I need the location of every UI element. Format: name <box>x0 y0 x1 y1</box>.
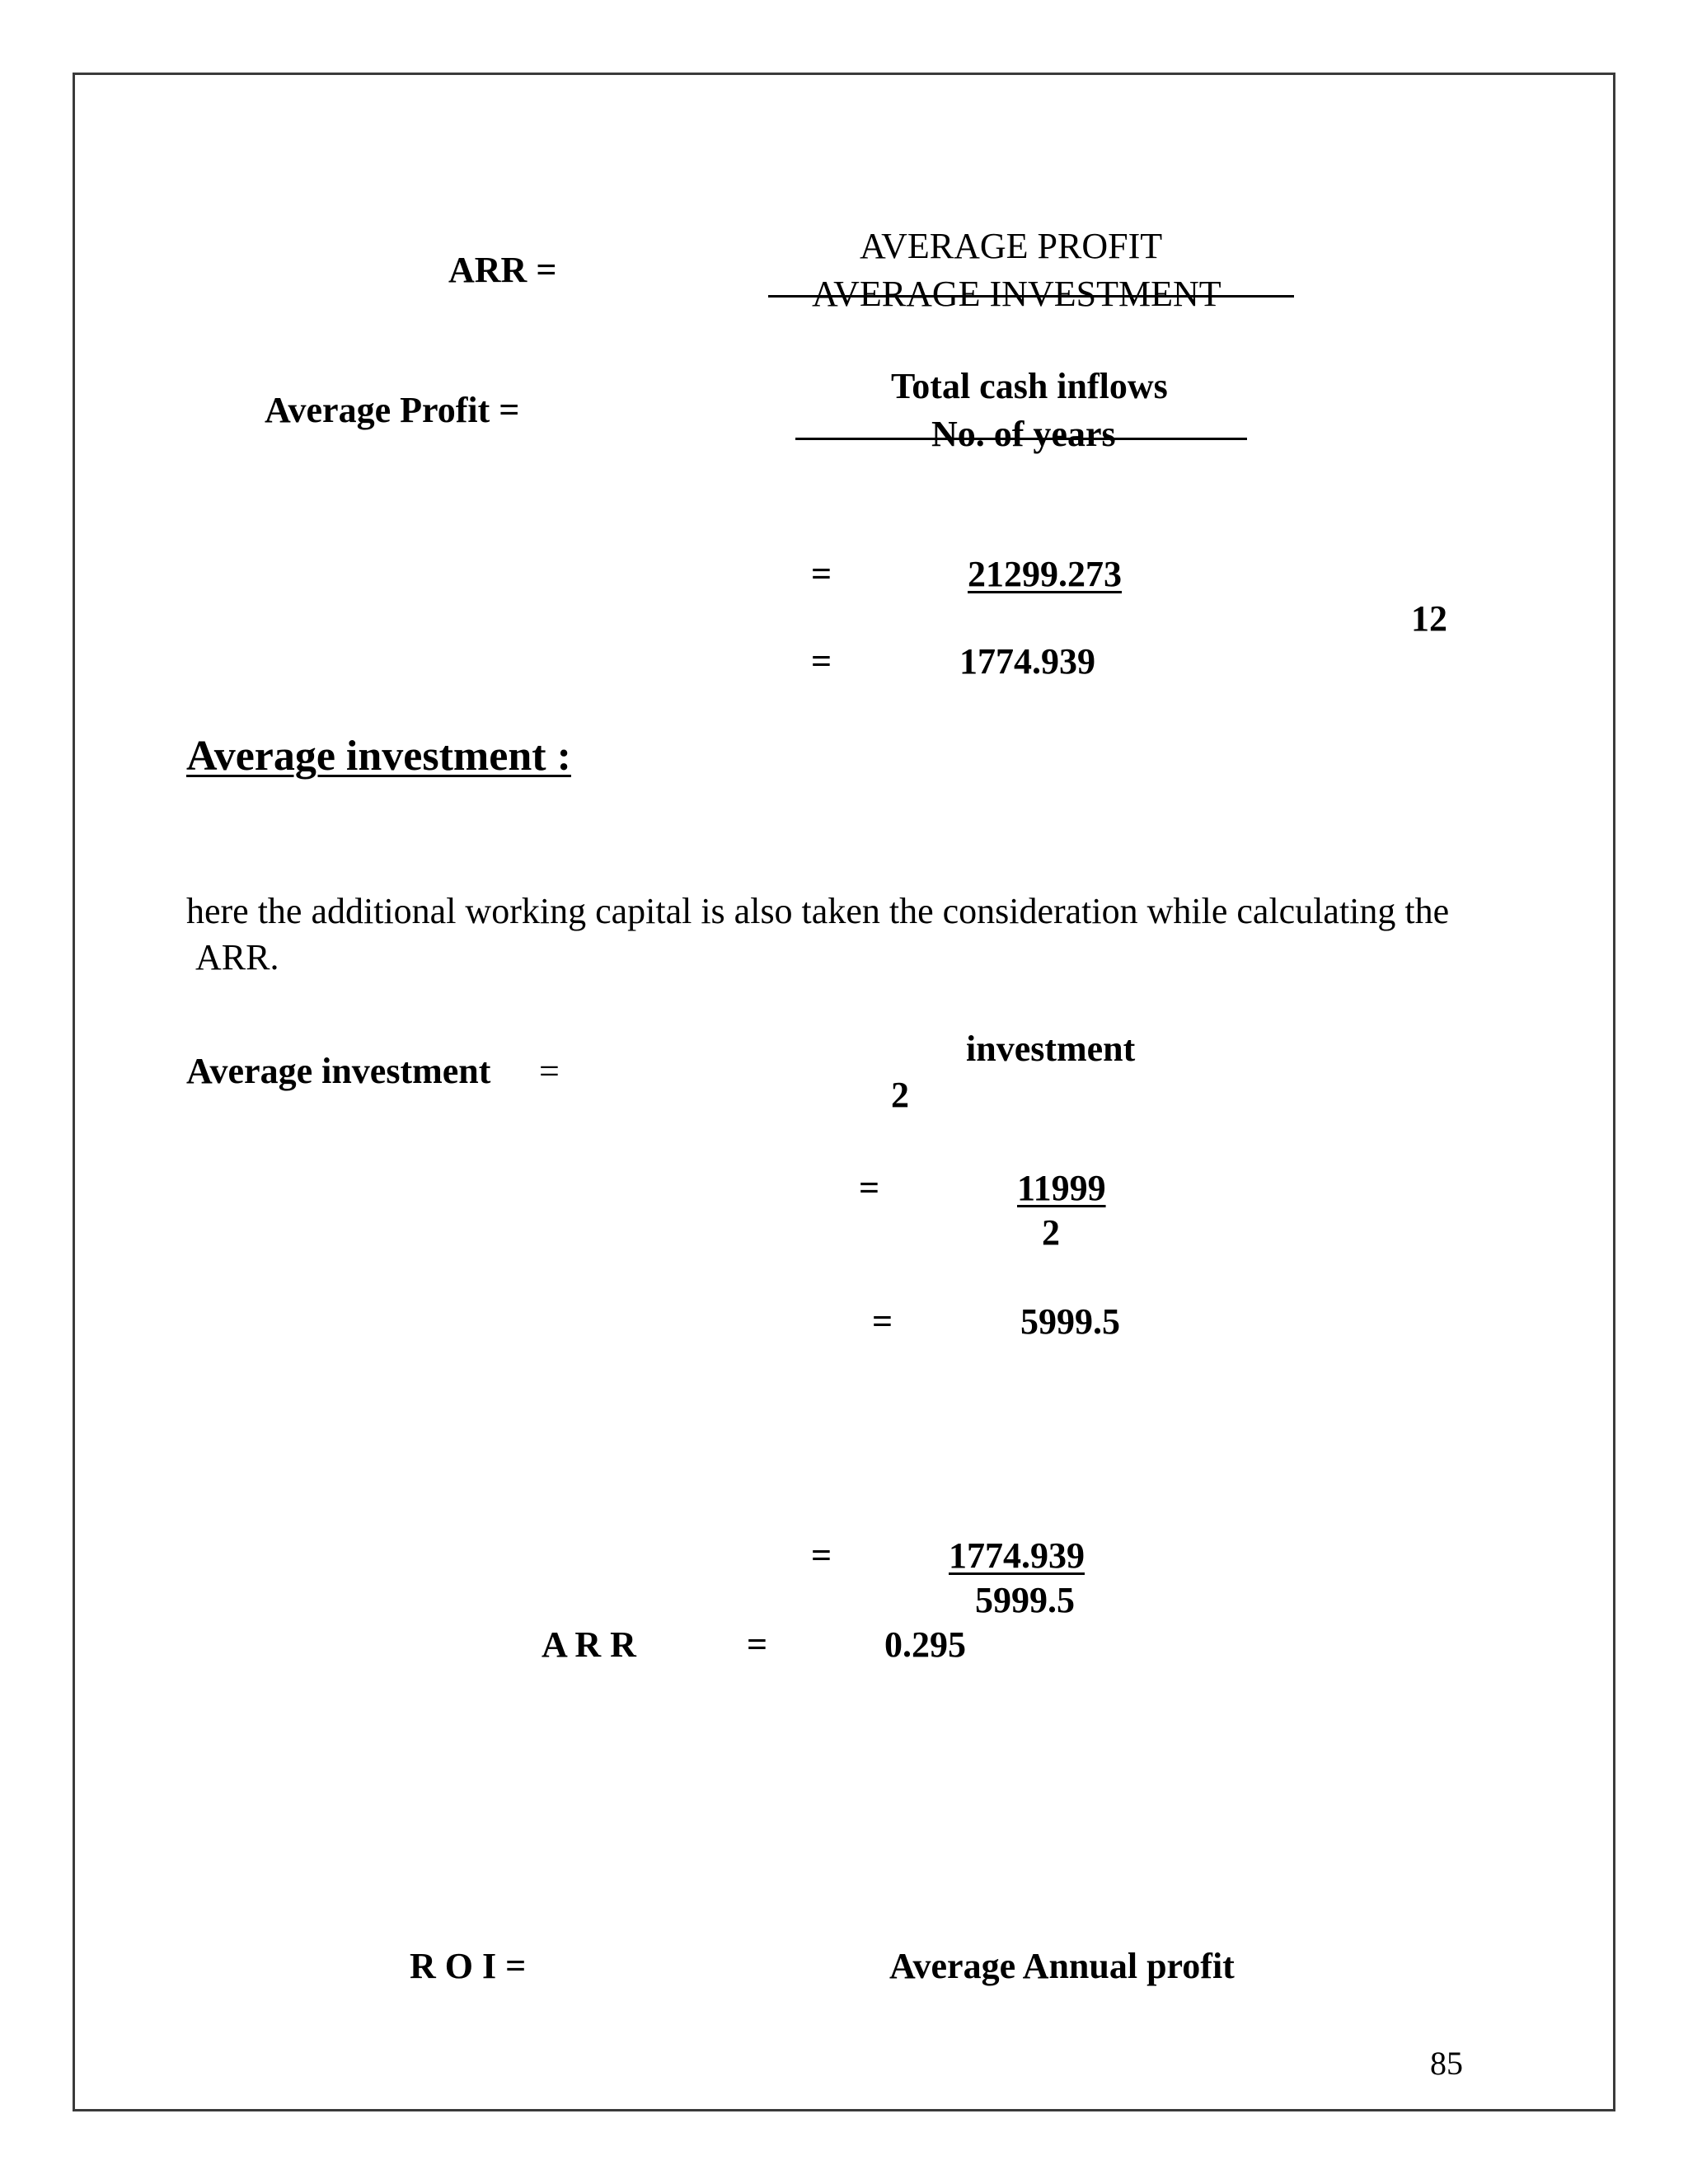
average-investment-equals-1: = <box>859 1168 880 1208</box>
investment-value: 11999 <box>1017 1168 1106 1208</box>
arr-numerator: AVERAGE PROFIT <box>860 226 1163 266</box>
average-profit-result: 1774.939 <box>959 641 1095 682</box>
average-profit-fraction-bar <box>795 438 1247 440</box>
average-investment-label-equals: = <box>539 1051 560 1091</box>
arr-fraction-bar <box>768 295 1294 298</box>
working-capital-note-line-2: ARR. <box>195 937 279 977</box>
arr-calc-equals-2: = <box>747 1624 768 1665</box>
page-number: 85 <box>1430 2045 1463 2082</box>
arr-label: ARR = <box>448 250 557 290</box>
arr-calc-equals-1: = <box>811 1535 832 1576</box>
average-profit-equals-2: = <box>811 641 832 682</box>
arr-calc-label: A R R <box>542 1624 636 1665</box>
total-cash-inflows-value: 21299.273 <box>968 554 1122 594</box>
average-investment-heading: Average investment : <box>186 733 571 780</box>
average-investment-result: 5999.5 <box>1020 1301 1120 1342</box>
arr-calc-numerator: 1774.939 <box>949 1535 1085 1576</box>
average-profit-equals-1: = <box>811 554 832 594</box>
roi-numerator: Average Annual profit <box>889 1946 1235 1986</box>
roi-label: R O I = <box>410 1946 527 1986</box>
average-profit-numerator: Total cash inflows <box>891 366 1168 406</box>
average-investment-label: Average investment <box>186 1051 491 1091</box>
average-investment-formula-denominator: 2 <box>891 1075 909 1115</box>
working-capital-note-line-1: here the additional working capital is also taken the consideration while calculating the <box>186 891 1450 931</box>
number-of-years-value: 12 <box>1411 598 1447 639</box>
arr-denominator: AVERAGE INVESTMENT <box>812 274 1221 314</box>
average-investment-equals-2: = <box>872 1301 893 1342</box>
arr-result: 0.295 <box>884 1624 966 1665</box>
arr-calc-denominator: 5999.5 <box>975 1580 1075 1620</box>
average-investment-formula-numerator: investment <box>966 1029 1136 1069</box>
average-profit-label: Average Profit = <box>265 390 520 430</box>
average-profit-denominator: No. of years <box>931 414 1116 454</box>
page-border <box>73 73 1615 2111</box>
investment-divisor: 2 <box>1042 1212 1060 1253</box>
